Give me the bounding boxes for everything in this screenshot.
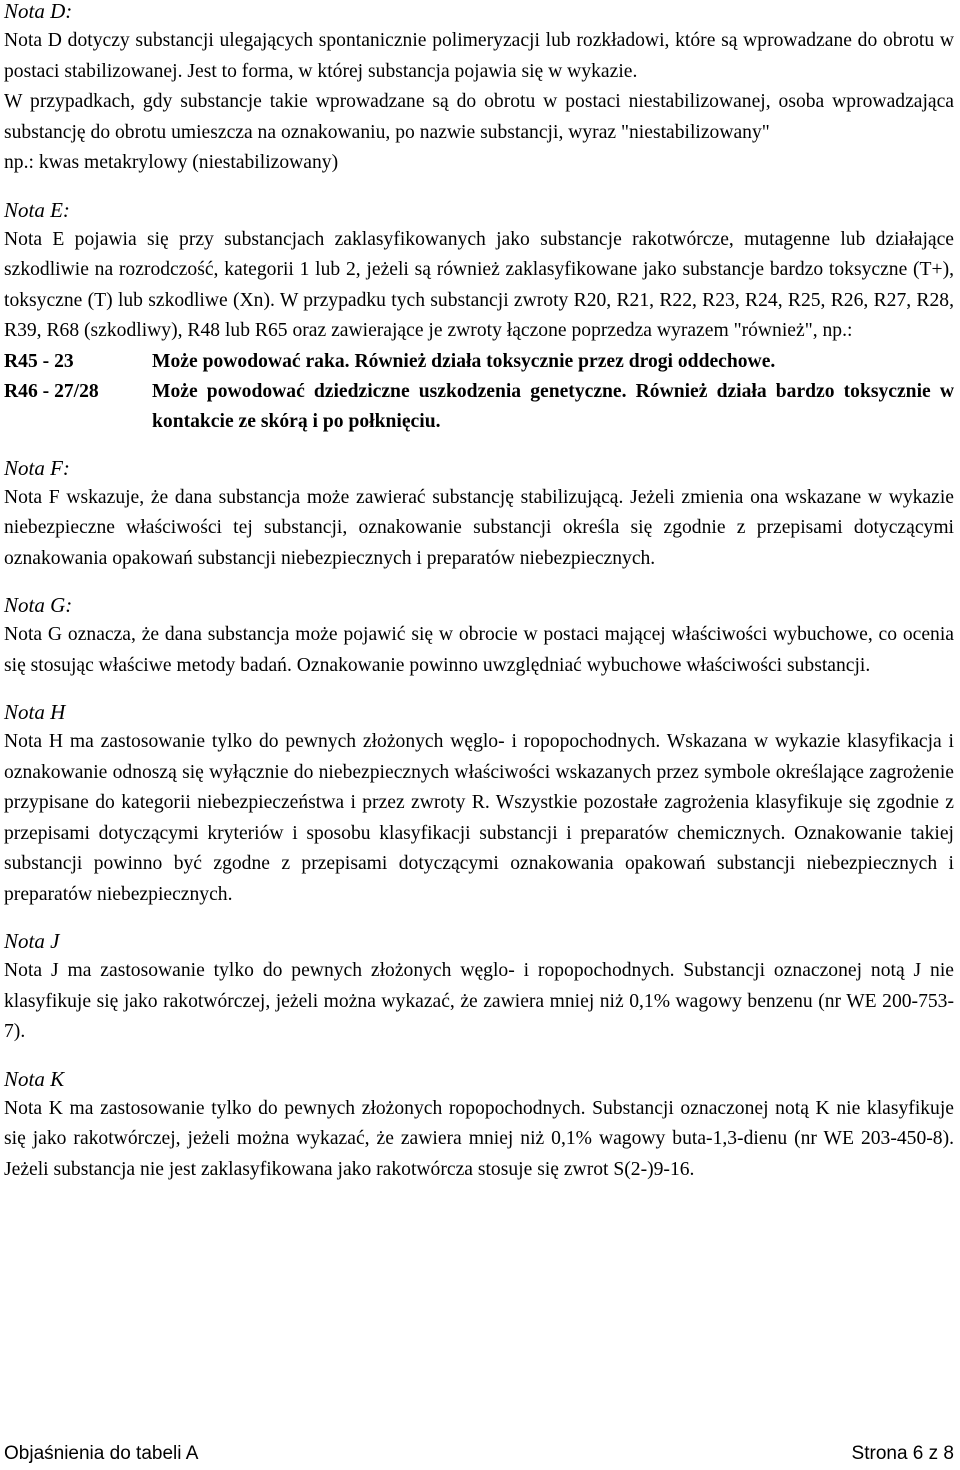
note-g-section — [4, 590, 954, 681]
footer-document-title: Objaśnienia do tabeli A — [4, 1443, 199, 1464]
note-g-paragraph-1: Nota G oznacza, że dana substancja może pojawić się w obrocie w postaci mającej właściwości wybuchowe, co ocenia się stosując właściwe metody badań. Oznakowanie powinno uwzględniać wybuchowe właściwości substancji. — [4, 624, 954, 676]
note-f-heading: Nota F: — [4, 455, 70, 480]
note-k-paragraph-1: Nota K ma zastosowanie tylko do pewnych złożonych ropopochodnych. Substancji oznaczonej notą K nie klasyfikuje się jako rakotwórczej, jeżeli można wykazać, że zawiera mniej niż 0,1% wagowy buta-1,3-dienu (nr WE 203-450-8). Jeżeli substancja nie jest zaklasyfikowana jako rakotwórcza stosuje się zwrot S(2-)9-16. — [4, 1097, 954, 1180]
note-k-heading: Nota K — [4, 1066, 65, 1091]
r-phrase-text: Może powodować dziedziczne uszkodzenia genetyczne. Również działa bardzo toksycznie w kontakcie ze skórą i po połknięciu. — [152, 380, 954, 432]
r-phrase-text: Może powodować raka. Również działa toksycznie przez drogi oddechowe. — [152, 350, 776, 372]
note-h-section — [4, 697, 954, 910]
r-phrase-code: R45 - 23 — [4, 350, 74, 372]
note-j-section — [4, 926, 954, 1048]
note-j-paragraph-1: Nota J ma zastosowanie tylko do pewnych złożonych węglo- i ropopochodnych. Substancji oznaczonej notą J nie klasyfikuje się jako rakotwórczej, jeżeli można wykazać, że zawiera mniej niż 0,1% wagowy benzenu (nr WE 200-753-7). — [4, 960, 954, 1042]
note-e-section — [4, 195, 954, 437]
note-d-paragraph-1: Nota D dotyczy substancji ulegających spontanicznie polimeryzacji lub rozkładowi, które są wprowadzane do obrotu w postaci stabilizowanej. Jest to forma, w której substancja pojawia się w wykazie. — [4, 30, 954, 82]
note-d-heading: Nota D: — [4, 0, 73, 23]
r-phrase-code: R46 - 27/28 — [4, 380, 99, 402]
note-j-heading: Nota J — [4, 929, 60, 953]
note-f-paragraph-1: Nota F wskazuje, że dana substancja może zawierać substancję stabilizującą. Jeżeli zmienia ona wskazane w wykazie niebezpieczne właściwości tej substancji, oznakowanie substancji określa się zgodnie z przepisami dotyczącymi oznakowania opakowań substancji niebezpiecznych i preparatów niebezpiecznych. — [4, 486, 954, 569]
page-footer — [4, 1442, 954, 1466]
footer-page-number: Strona 6 z 8 — [851, 1443, 954, 1464]
note-d-paragraph-2: W przypadkach, gdy substancje takie wprowadzane są do obrotu w postaci niestabilizowanej, osoba wprowadzająca substancję do obrotu umieszcza na oznakowaniu, po nazwie substancji, wyraz "niestabilizowany" — [4, 91, 954, 143]
r-phrase-example — [4, 347, 954, 377]
note-e-paragraph-1: Nota E pojawia się przy substancjach zaklasyfikowanych jako substancje rakotwórcze, mutagenne lub działające szkodliwie na rozrodczość, kategorii 1 lub 2, jeżeli są również zaklasyfikowane jako substancje bardzo toksyczne (T+), toksyczne (T) lub szkodliwe (Xn). W przypadku tych substancji zwroty R20, R21, R22, R23, R24, R25, R26, R27, R28, R39, R68 (szkodliwy), R48 lub R65 oraz zawierające je zwroty łączone poprzedza wyrazem "również", np.: — [4, 228, 954, 341]
note-e-heading: Nota E: — [4, 197, 70, 222]
note-d-paragraph-3: np.: kwas metakrylowy (niestabilizowany) — [4, 152, 339, 173]
note-g-heading: Nota G: — [4, 593, 73, 617]
note-h-paragraph-1: Nota H ma zastosowanie tylko do pewnych złożonych węglo- i ropopochodnych. Wskazana w wykazie klasyfikacja i oznakowanie odnoszą się wyłącznie do niebezpiecznych właściwości wskazanych przez symbole określające zagrożenie przypisane do kategorii niebezpieczeństwa i przez zwroty R. Wszystkie pozostałe zagrożenia klasyfikuje się zgodnie z przepisami dotyczącymi kryteriów i sposobu klasyfikacji substancji i preparatów chemicznych. Oznakowanie takiej substancji powinno być zgodne z przepisami dotyczącymi oznakowania opakowań substancji niebezpiecznych i preparatów niebezpiecznych. — [4, 731, 954, 905]
note-k-section — [4, 1064, 954, 1186]
note-d-section — [4, 0, 954, 179]
r-phrase-example — [4, 377, 954, 437]
note-h-heading: Nota H — [4, 700, 66, 724]
note-f-section — [4, 453, 954, 575]
document-body — [4, 0, 954, 1201]
